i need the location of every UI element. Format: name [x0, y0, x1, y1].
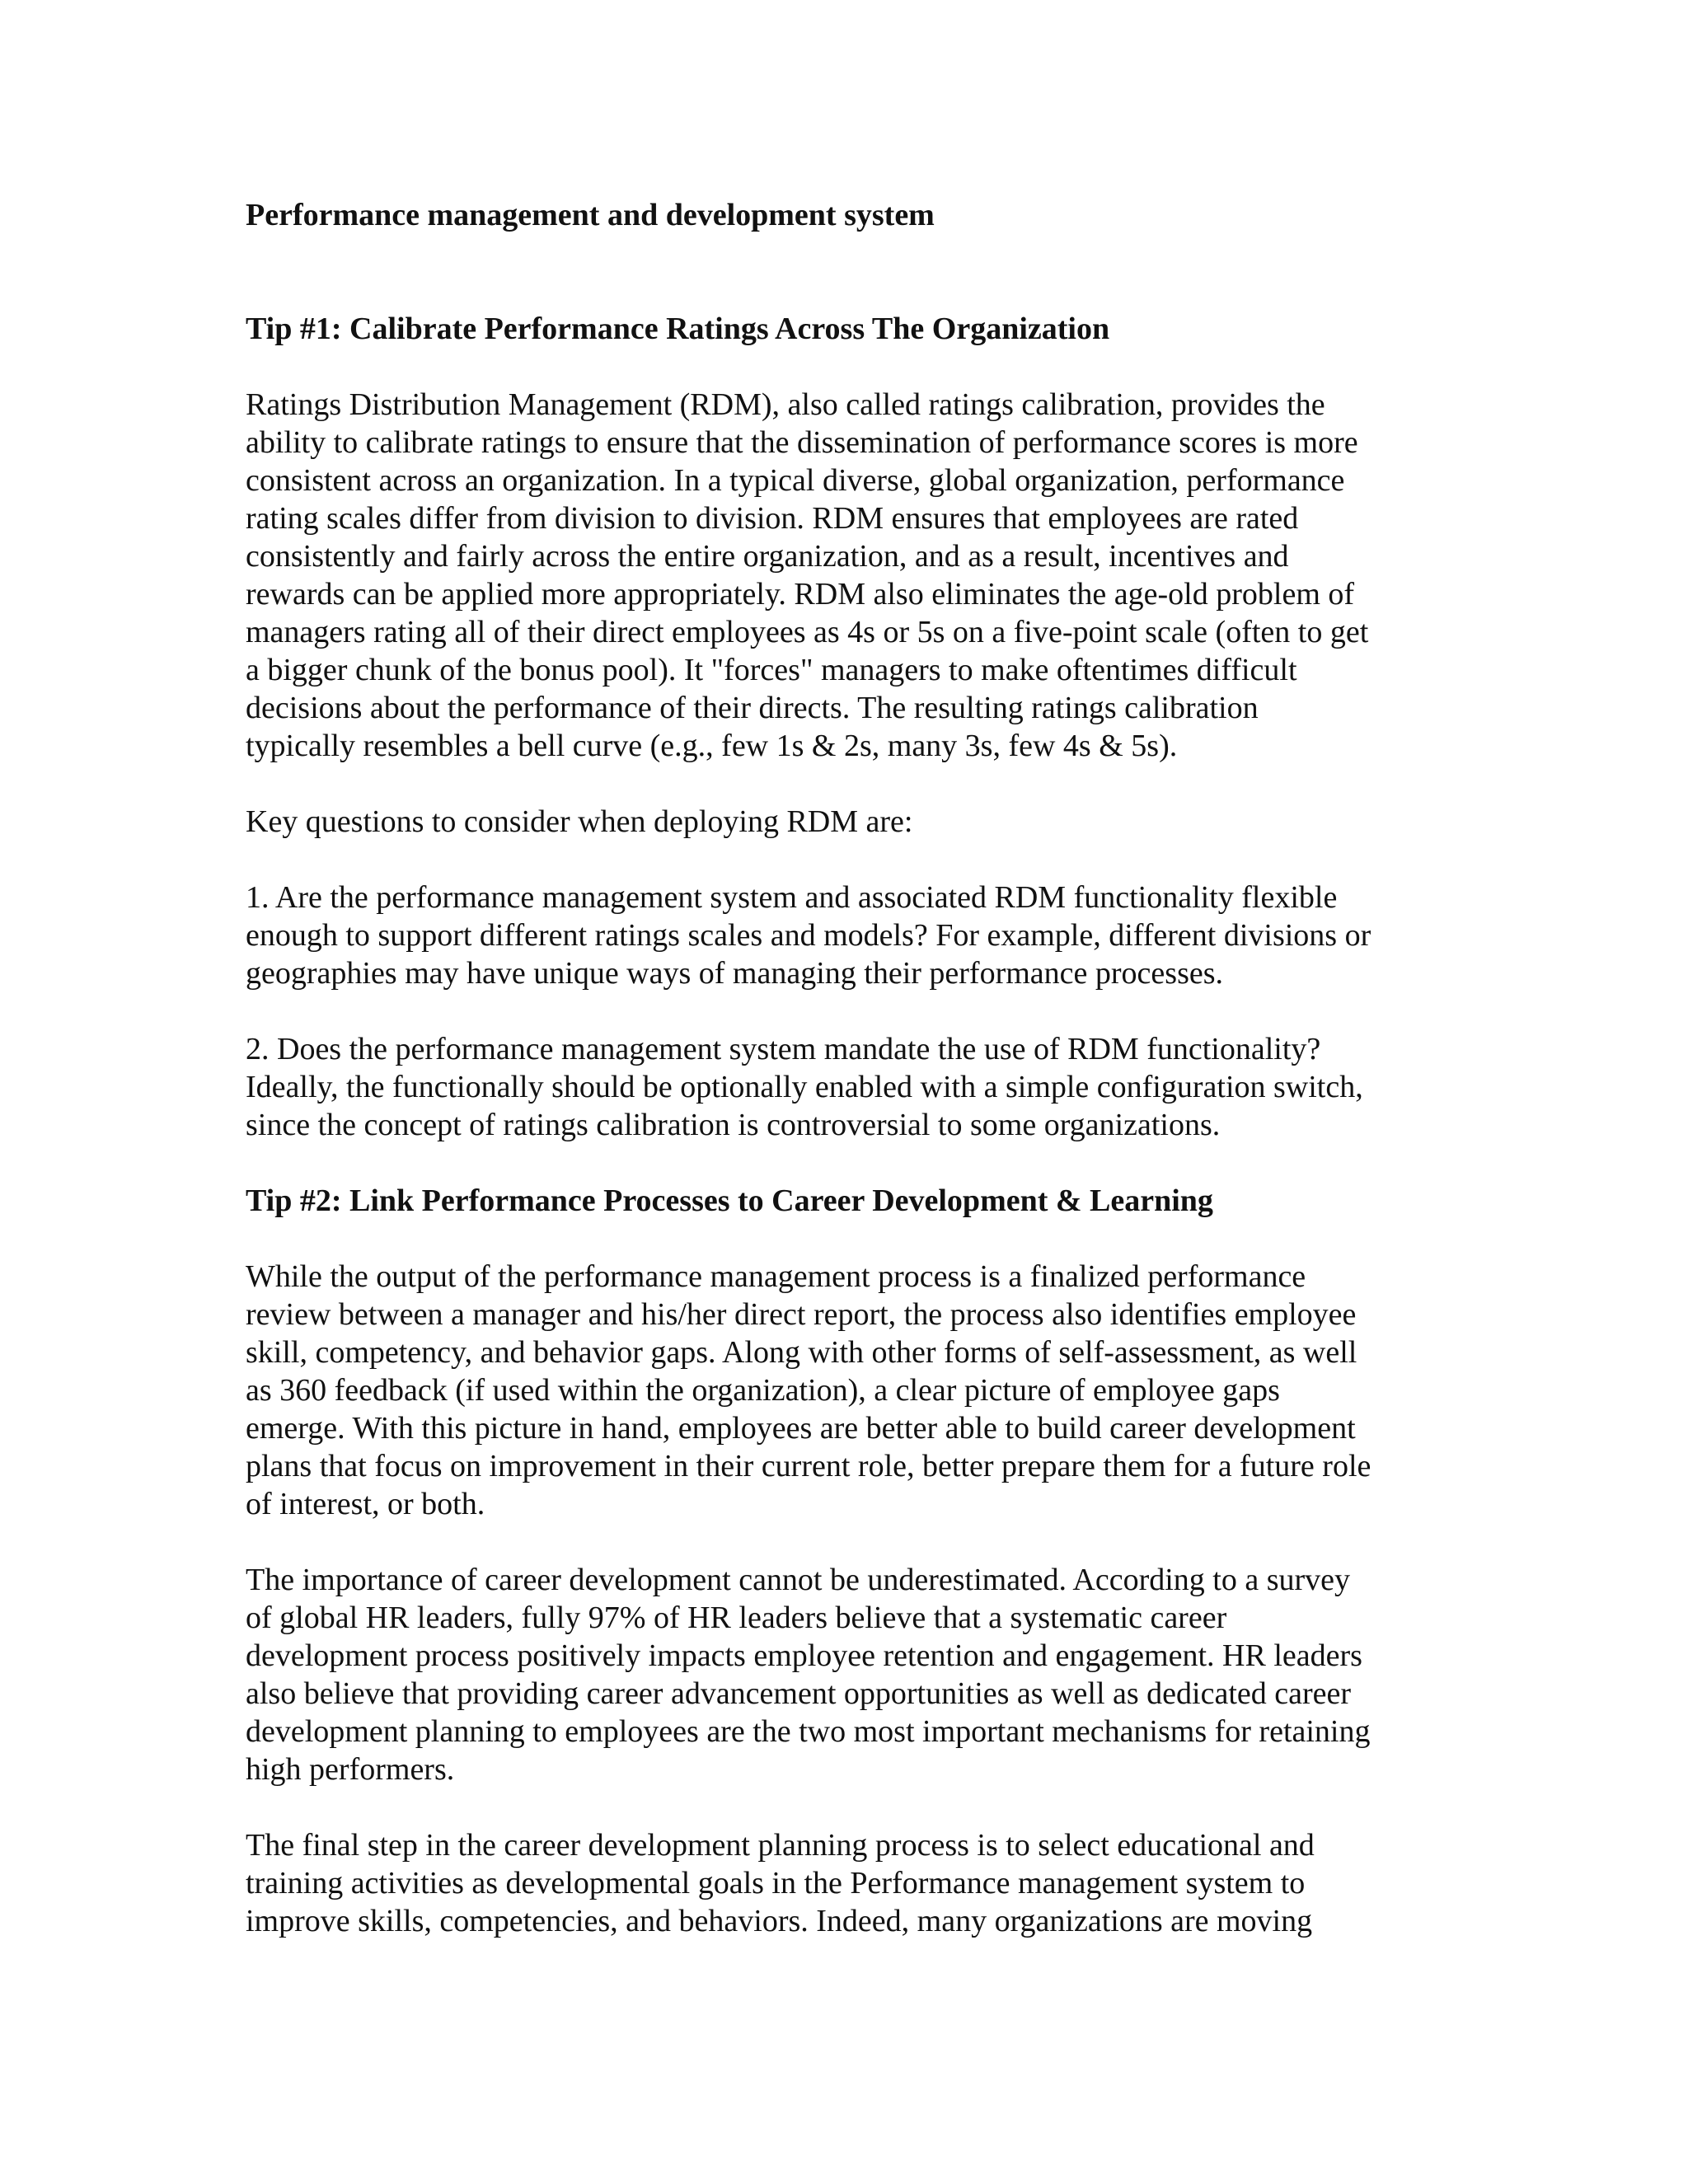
- paragraph-line: development process positively impacts employee retention and engagement. HR leaders: [246, 1638, 1362, 1673]
- paragraph-line: consistently and fairly across the entire organization, and as a result, incentives and: [246, 539, 1289, 574]
- paragraph-line: Ratings Distribution Management (RDM), also called ratings calibration, provides the: [246, 387, 1325, 422]
- paragraph-line: since the concept of ratings calibration is controversial to some organizations.: [246, 1108, 1221, 1142]
- paragraph-line: decisions about the performance of their directs. The resulting ratings calibration: [246, 691, 1259, 725]
- paragraph-line: Ideally, the functionally should be optionally enabled with a simple configuration switch,: [246, 1070, 1363, 1104]
- paragraph-line: improve skills, competencies, and behaviors. Indeed, many organizations are moving: [246, 1904, 1313, 1938]
- paragraph-line: consistent across an organization. In a typical diverse, global organization, performance: [246, 463, 1345, 498]
- paragraph-line: ability to calibrate ratings to ensure that the dissemination of performance scores is more: [246, 425, 1358, 460]
- paragraph-line: review between a manager and his/her direct report, the process also identifies employee: [246, 1297, 1357, 1332]
- paragraph-line: rating scales differ from division to division. RDM ensures that employees are rated: [246, 501, 1299, 536]
- paragraph-line: a bigger chunk of the bonus pool). It "forces" managers to make oftentimes difficult: [246, 653, 1297, 687]
- paragraph-line: typically resembles a bell curve (e.g., few 1s & 2s, many 3s, few 4s & 5s).: [246, 729, 1178, 763]
- paragraph-line: rewards can be applied more appropriately. RDM also eliminates the age-old problem of: [246, 577, 1355, 612]
- tip1-heading: Tip #1: Calibrate Performance Ratings Across The Organization: [246, 312, 1110, 346]
- paragraph-line: emerge. With this picture in hand, employees are better able to build career development: [246, 1411, 1356, 1446]
- paragraph-line: high performers.: [246, 1752, 455, 1787]
- paragraph-line: of global HR leaders, fully 97% of HR leaders believe that a systematic career: [246, 1601, 1227, 1635]
- tip2-heading: Tip #2: Link Performance Processes to Career Development & Learning: [246, 1183, 1213, 1218]
- questions-intro-paragraph: [246, 803, 1482, 841]
- tip2-paragraph-1: [246, 1258, 1482, 1523]
- paragraph-line: also believe that providing career advancement opportunities as well as dedicated career: [246, 1676, 1352, 1711]
- paragraph-line: skill, competency, and behavior gaps. Along with other forms of self-assessment, as well: [246, 1335, 1357, 1370]
- paragraph-line: 1. Are the performance management system and associated RDM functionality flexible: [246, 880, 1338, 915]
- question-1-paragraph: [246, 879, 1482, 992]
- paragraph-line: The final step in the career development planning process is to select educational and: [246, 1828, 1315, 1863]
- paragraph-line: of interest, or both.: [246, 1487, 485, 1521]
- paragraph-line: managers rating all of their direct employees as 4s or 5s on a five-point scale (often to get: [246, 615, 1369, 649]
- paragraph-line: plans that focus on improvement in their current role, better prepare them for a future role: [246, 1449, 1372, 1483]
- paragraph-line: Key questions to consider when deploying RDM are:: [246, 804, 913, 839]
- paragraph-line: as 360 feedback (if used within the organization), a clear picture of employee gaps: [246, 1373, 1280, 1408]
- document-title: Performance management and development system: [246, 198, 935, 232]
- paragraph-line: The importance of career development cannot be underestimated. According to a survey: [246, 1563, 1351, 1597]
- paragraph-line: development planning to employees are the two most important mechanisms for retaining: [246, 1714, 1371, 1749]
- paragraph-line: training activities as developmental goals in the Performance management system to: [246, 1866, 1306, 1900]
- paragraph-line: While the output of the performance management process is a finalized performance: [246, 1259, 1306, 1294]
- question-2-paragraph: [246, 1030, 1482, 1144]
- paragraph-line: enough to support different ratings scales and models? For example, different divisions or: [246, 918, 1372, 953]
- paragraph-line: geographies may have unique ways of managing their performance processes.: [246, 956, 1224, 991]
- tip2-paragraph-3: [246, 1826, 1482, 1940]
- tip2-paragraph-2: [246, 1561, 1482, 1788]
- document-page: [246, 196, 1482, 1978]
- paragraph-line: 2. Does the performance management system mandate the use of RDM functionality?: [246, 1032, 1321, 1066]
- tip1-intro-paragraph: [246, 386, 1482, 765]
